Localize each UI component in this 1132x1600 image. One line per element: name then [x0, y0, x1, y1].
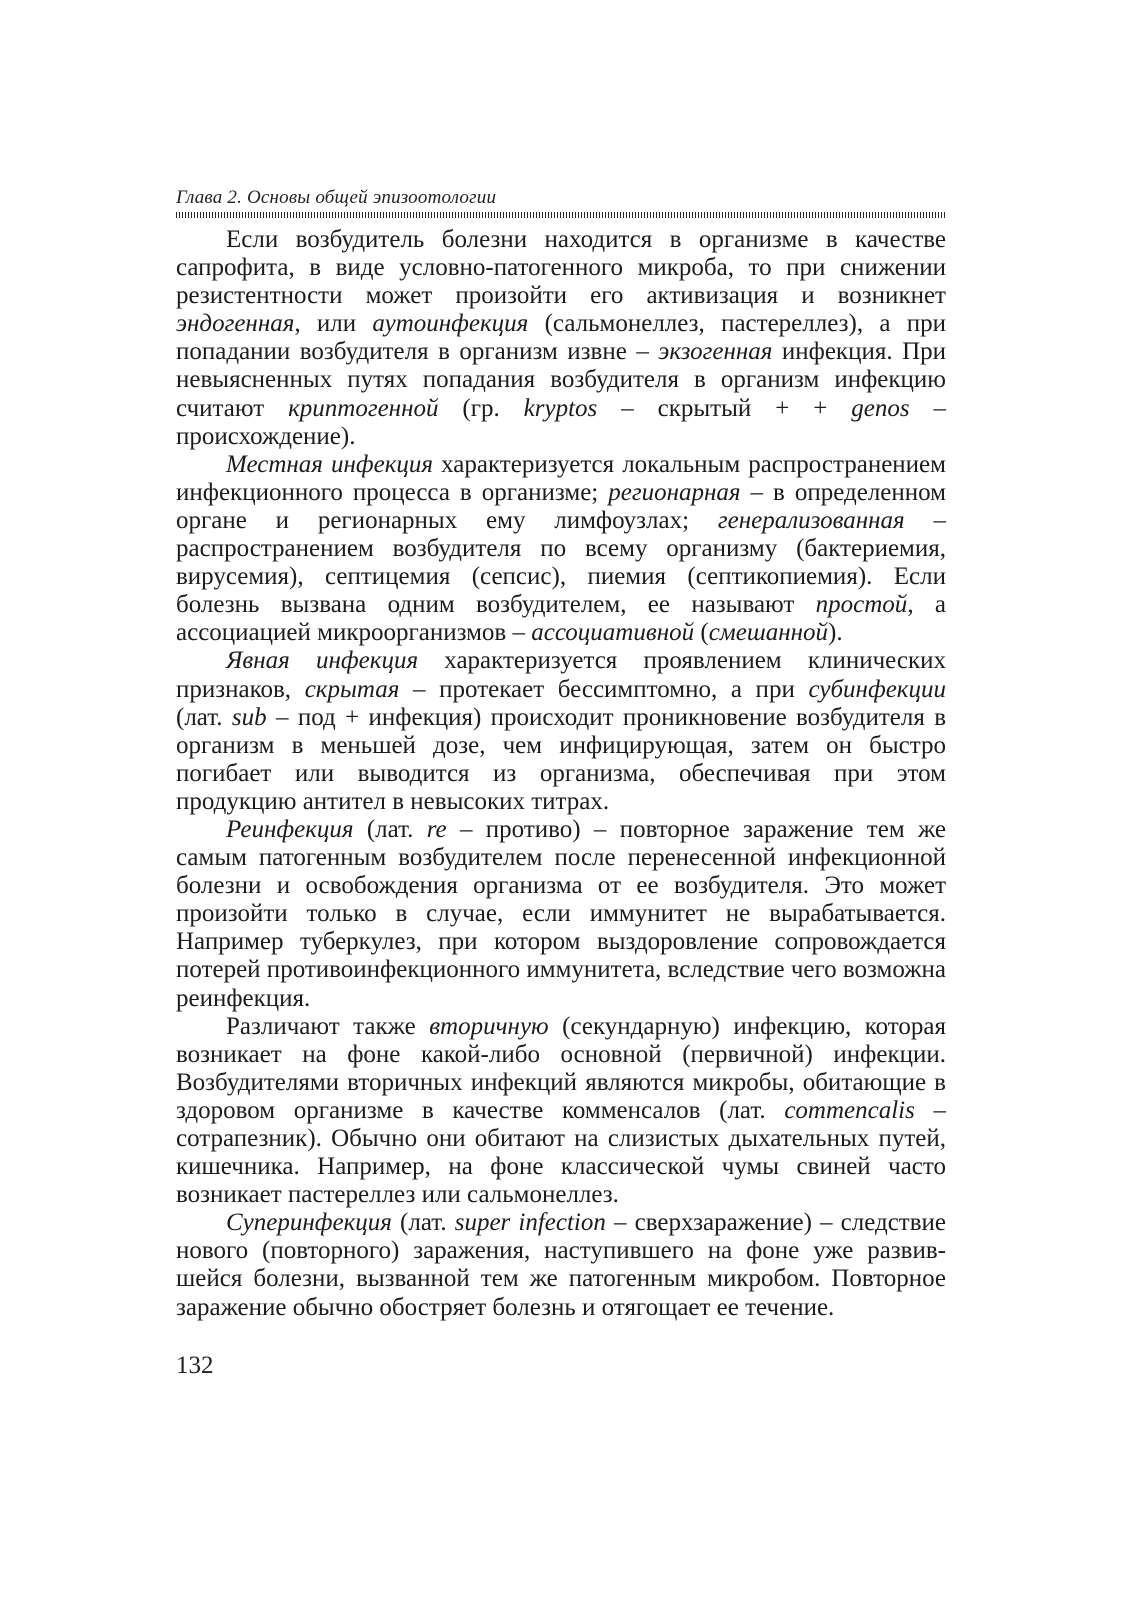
paragraph [176, 1209, 946, 1321]
paragraph [176, 451, 946, 648]
italic-term: super infection [454, 1209, 606, 1237]
text-run: (секундарную) инфекцию, которая возникает на фоне какой-либо основной (первичной) инфекции. Возбудителями вторичных инфекций являются микробы, обитающие в здоровом организме в качестве комменсалов (лат. [176, 1012, 947, 1124]
text-run: , или [294, 310, 373, 338]
italic-term: Реинфекция [226, 815, 354, 843]
text-run: ( [694, 619, 709, 647]
italic-term: genos [851, 394, 910, 422]
text-run: (гр. [438, 394, 524, 422]
paragraph [176, 816, 946, 1013]
text-run: – противо) – повторное заражение тем же самым патогенным возбудителем после перенесенной инфекционной болезни и освобождения организма от ее возбудителя. Это может произойти только в случае, если иммунитет не вырабатывается. Например туберкулез, при котором выздоровление сопровождается потерей противоинфекционного иммунитета, вследствие чего возможна реинфекция. [176, 815, 947, 1012]
italic-term: экзогенная [658, 338, 773, 366]
text-run: – происхождение). [176, 394, 947, 450]
text-run: – под + инфекция) происходит проникновение возбудителя в организм в меньшей дозе, чем инфицирующая, затем он быстро погибает или выводится из организма, обеспечивая при этом продукцию антител в невысоких титрах. [176, 703, 946, 815]
text-run: характеризуется проявлением клинических признаков, [176, 647, 946, 703]
italic-term: Явная инфекция [226, 647, 419, 675]
paragraph [176, 1013, 946, 1210]
body-text [176, 226, 946, 1322]
text-run: – распространением возбудителя по всему организму (бактериемия, вирусемия), септицемия (сепсис), пиемия (септикопиемия). Если болезнь вызвана одним возбудителем, ее называют [176, 506, 946, 619]
italic-term: простой [815, 591, 908, 619]
text-run: (лат. [391, 1209, 455, 1237]
text-run: ). [828, 619, 843, 647]
text-run: – скрытый + + [597, 394, 852, 422]
running-head: Глава 2. Основы общей эпизоотологии [176, 187, 497, 208]
italic-term: генерализованная [717, 506, 905, 534]
italic-term: Местная инфекция [226, 450, 434, 478]
italic-term: вторичную [429, 1012, 549, 1040]
text-run: – в определенном органе и регионарных ему лимфоузлах; [176, 478, 946, 534]
text-run: – протекает бессимптомно, а при [399, 675, 809, 703]
italic-term: субинфекции [808, 675, 946, 703]
italic-term: commencalis [784, 1096, 915, 1124]
italic-term: sub [231, 703, 267, 731]
text-run: – сотрапезник). Обычно они обитают на слизистых дыхательных путей, кишечника. Например, на фоне классической чумы свиней часто возникает пастереллез или сальмонеллез. [176, 1096, 947, 1209]
text-run: (сальмонеллез, пастереллез), а при попадании возбудителя в организм извне – [176, 310, 946, 366]
text-run: инфекция. При невыясненных путях попадания возбудителя в организм инфекцию считают [176, 338, 946, 422]
italic-term: kryptos [523, 394, 598, 422]
paragraph [176, 226, 946, 451]
text-run: , а ассоциацией микроорганизмов – [176, 591, 946, 647]
paragraph [176, 647, 946, 816]
italic-term: смешанной [708, 619, 829, 647]
italic-term: re [426, 815, 447, 843]
text-run: характеризуется локальным распространением инфекционного процесса в организме; [176, 450, 946, 506]
italic-term: аутоинфекция [372, 310, 529, 338]
text-run: Различают также [226, 1012, 430, 1040]
text-run: (лат. [176, 703, 232, 731]
text-run: – сверхзаражение) – следствие нового (повторного) заражения, наступившего на фоне уже развившейся болезни, вызванной тем же патогенным микробом. Повторное заражение обычно обостряет болезнь и отягощает ее течение. [176, 1209, 947, 1321]
text-run: Если возбудитель болезни находится в организме в качестве сапрофита, в виде условно-патогенного микроба, то при снижении резистентности может произойти его активизация и возникнет [176, 226, 946, 310]
italic-term: криптогенной [288, 394, 439, 422]
italic-term: скрытая [304, 675, 400, 703]
italic-term: эндогенная [176, 310, 295, 338]
text-run: (лат. [353, 815, 427, 843]
italic-term: Суперинфекция [226, 1209, 392, 1237]
italic-term: ассоциативной [531, 619, 695, 647]
italic-term: регионарная [608, 478, 741, 506]
header-rule [176, 212, 946, 218]
page-number: 132 [176, 1352, 214, 1379]
